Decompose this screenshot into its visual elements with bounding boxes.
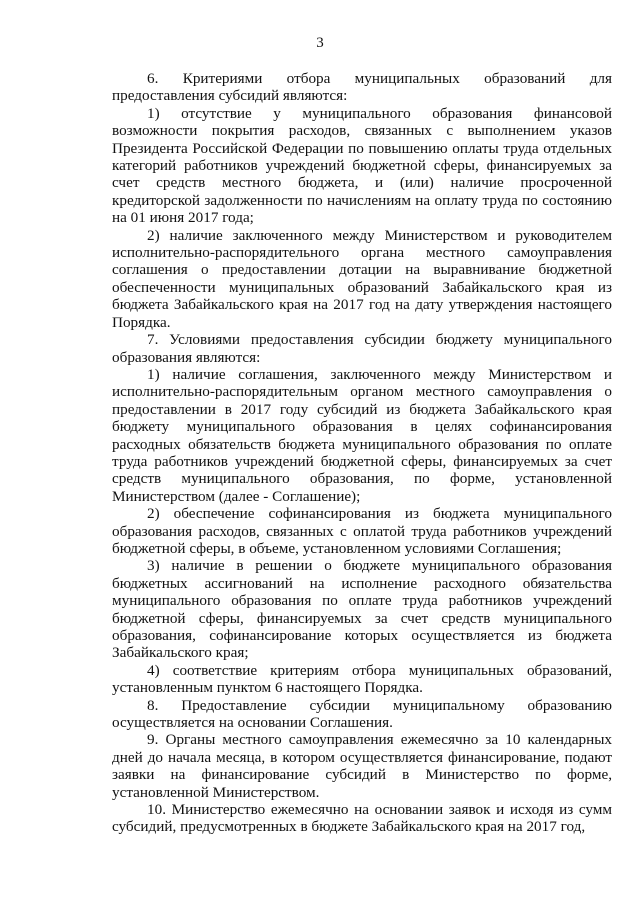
paragraph-conditions-3: 3) наличие в решении о бюджете муниципального образования бюджетных ассигнований на исполнение расходного обязательства муниципального образования по оплате труда работников учреждений бюджетной сферы, финансируемых за счет средств муниципального образования, софинансирование которых осуществляется из бюджета Забайкальского края; bbox=[112, 557, 612, 662]
paragraph-criteria-heading: 6. Критериями отбора муниципальных образований для предоставления субсидий являются: bbox=[112, 70, 612, 105]
paragraph-conditions-1: 1) наличие соглашения, заключенного между Министерством и исполнительно-распорядительным органом местного самоуправления о предоставлении в 2017 году субсидий из бюджета Забайкальского края бюджету муниципального образования в целях софинансирования расходных обязательств бюджета муниципального образования по оплате труда работников учреждений бюджетной сферы, финансируемых за счет средств муниципального образования, по форме, установленной Министерством (далее - Соглашение); bbox=[112, 365, 612, 505]
paragraph-conditions-2: 2) обеспечение софинансирования из бюджета муниципального образования расходов, связанных с оплатой труда работников учреждений бюджетной сферы, в объеме, установленном условиями Соглашения; bbox=[112, 505, 612, 557]
page-number: 3 bbox=[316, 35, 324, 51]
paragraph-criteria-1: 1) отсутствие у муниципального образования финансовой возможности покрытия расходов, связанных с выполнением указов Президента Российской Федерации по повышению оплаты труда отдельных категорий работников учреждений бюджетной сферы, финансируемых за счет средств местного бюджета, и (или) наличие просроченной кредиторской задолженности по начислениям на оплату труда по состоянию на 01 июня 2017 года; bbox=[112, 104, 612, 227]
paragraph-item-8: 8. Предоставление субсидии муниципальному образованию осуществляется на основании Соглашения. bbox=[112, 696, 612, 732]
paragraph-criteria-2: 2) наличие заключенного между Министерством и руководителем исполнительно-распорядительного органа местного самоуправления соглашения о предоставлении дотации на выравнивание бюджетной обеспеченности муниципальных образований Забайкальского края из бюджета Забайкальского края на 2017 год на дату утверждения настоящего Порядка. bbox=[112, 226, 612, 331]
paragraph-conditions-4: 4) соответствие критериям отбора муниципальных образований, установленным пунктом 6 настоящего Порядка. bbox=[112, 661, 612, 697]
paragraph-item-9: 9. Органы местного самоуправления ежемесячно за 10 календарных дней до начала месяца, в котором осуществляется финансирование, подают заявки на финансирование субсидий в Министерство по форме, установленной Министерством. bbox=[112, 731, 612, 801]
paragraph-item-10: 10. Министерство ежемесячно на основании заявок и исходя из сумм субсидий, предусмотренных в бюджете Забайкальского края на 2017 год, bbox=[112, 801, 612, 836]
document-body bbox=[112, 70, 612, 836]
paragraph-conditions-heading: 7. Условиями предоставления субсидии бюджету муниципального образования являются: bbox=[112, 331, 612, 366]
